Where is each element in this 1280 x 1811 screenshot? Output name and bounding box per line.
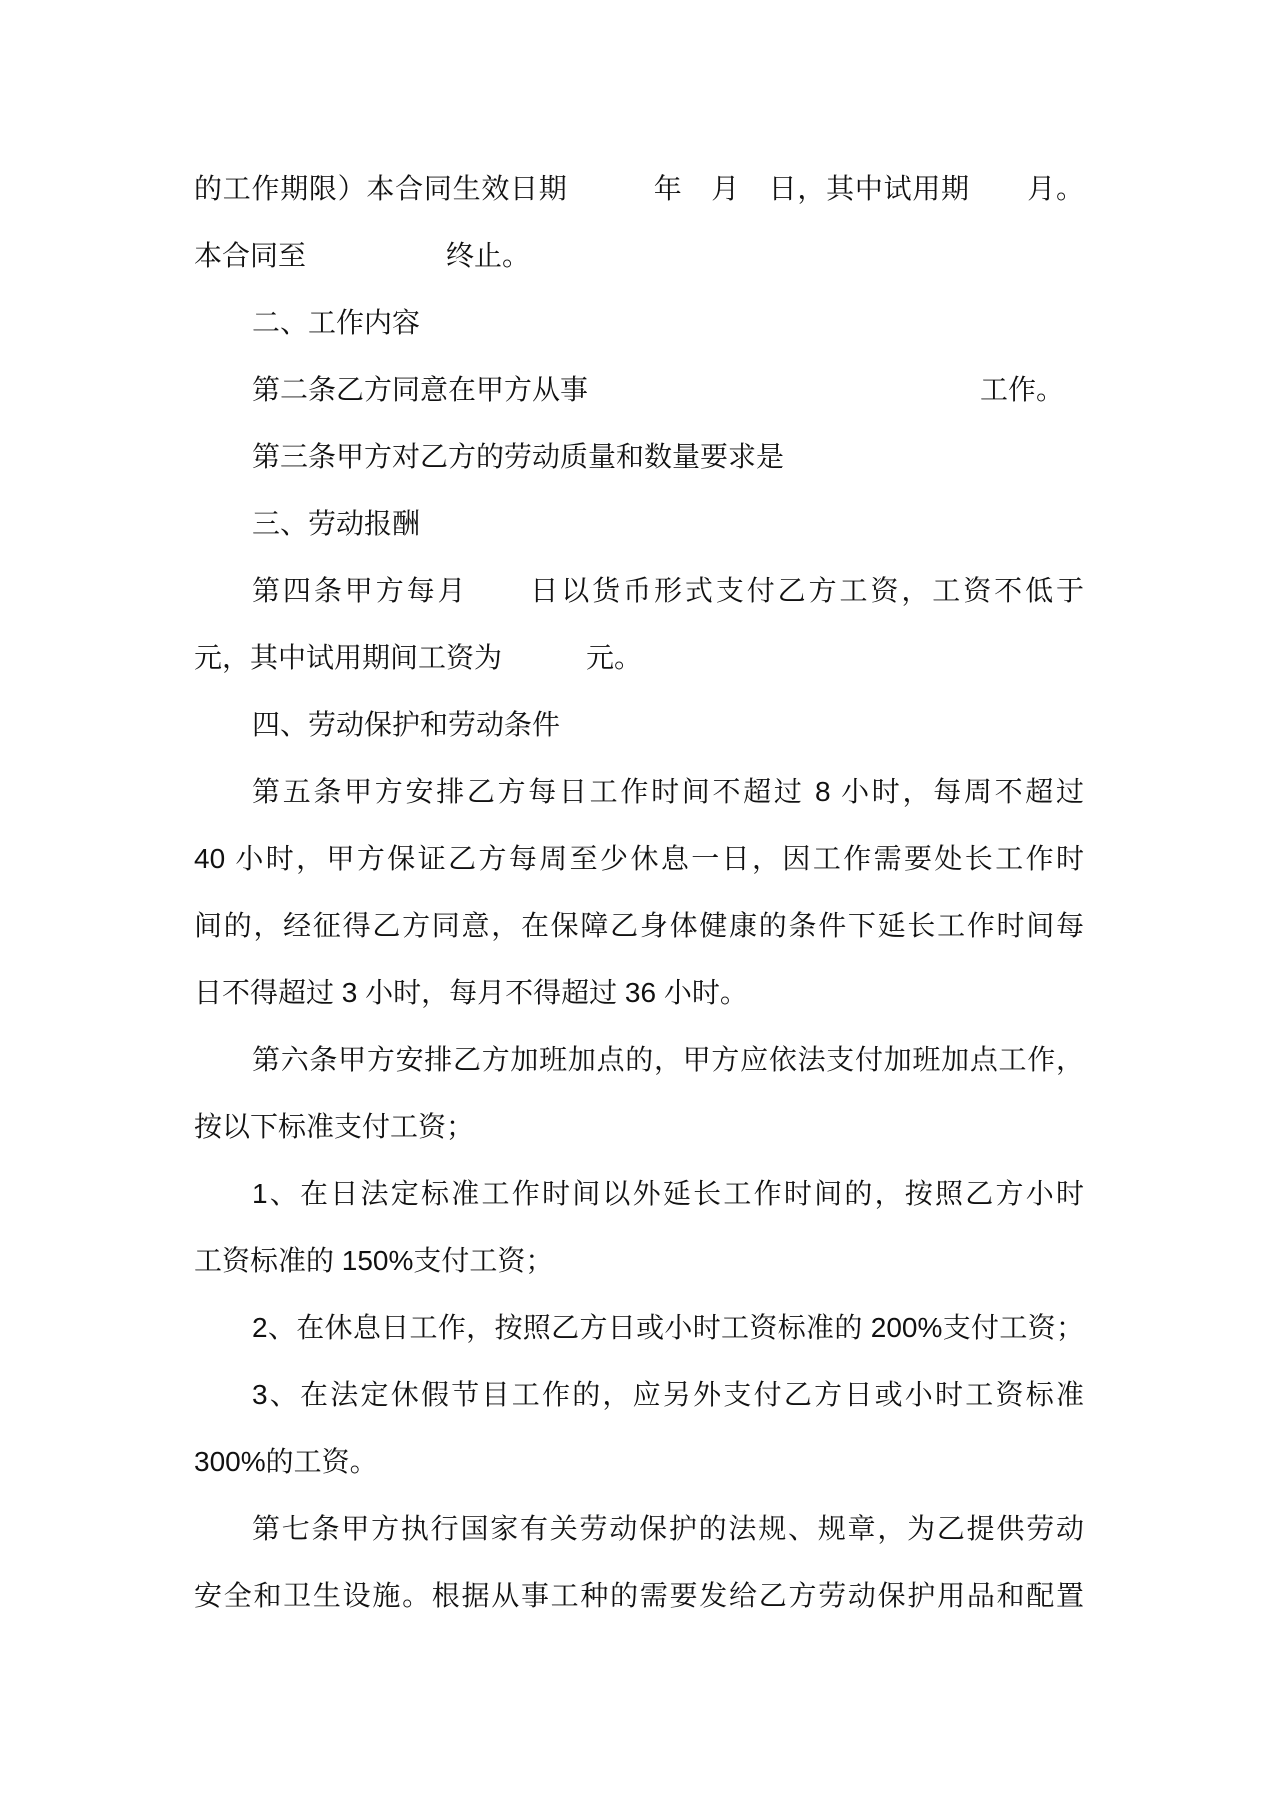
text-line: 300%的工资。 [194,1446,378,1477]
text-line: 第二条乙方同意在甲方从事 工作。 [252,374,1065,405]
section-heading-remuneration [194,490,1084,557]
text-line: 日不得超过 3 小时，每月不得超过 36 小时。 [194,977,748,1008]
text-line: 第三条甲方对乙方的劳动质量和数量要求是 [252,441,785,472]
overtime-item-3 [194,1361,1084,1495]
section-heading: 四、劳动保护和劳动条件 [252,709,561,740]
overtime-item-1 [194,1160,1084,1294]
text-line: 第四条甲方每月 日以货币形式支付乙方工资，工资不低于 [252,575,1084,606]
article-3-paragraph [194,423,1084,490]
text-line: 40 小时，甲方保证乙方每周至少休息一日，因工作需要处长工作时 [194,843,1084,874]
section-heading-labor-protection [194,691,1084,758]
article-6-paragraph [194,1026,1084,1160]
text-line: 工资标准的 150%支付工资； [194,1245,554,1276]
article-4-paragraph [194,557,1084,691]
contract-term-paragraph [194,155,1084,289]
text-line: 第七条甲方执行国家有关劳动保护的法规、规章，为乙提供劳动 [252,1513,1084,1544]
section-heading-work-content [194,289,1084,356]
overtime-item-2 [194,1294,1084,1361]
text-line: 3、在法定休假节目工作的，应另外支付乙方日或小时工资标准 [252,1379,1084,1410]
text-line: 的工作期限）本合同生效日期 年 月 日，其中试用期 月。 [194,173,1084,204]
text-line: 2、在休息日工作，按照乙方日或小时工资标准的 200%支付工资； [252,1312,1084,1343]
section-heading: 二、工作内容 [252,307,421,338]
text-line: 1、在日法定标准工作时间以外延长工作时间的，按照乙方小时 [252,1178,1084,1209]
article-2-paragraph [194,356,1084,423]
text-line: 本合同至 终止。 [194,240,531,271]
text-line: 安全和卫生设施。根据从事工种的需要发给乙方劳动保护用品和配置 [194,1580,1084,1611]
text-line: 按以下标准支付工资； [194,1111,475,1142]
document-body [194,155,1084,1629]
text-line: 第五条甲方安排乙方每日工作时间不超过 8 小时，每周不超过 [252,776,1084,807]
text-line: 间的，经征得乙方同意，在保障乙身体健康的条件下延长工作时间每 [194,910,1084,941]
text-line: 第六条甲方安排乙方加班加点的，甲方应依法支付加班加点工作， [252,1044,1084,1075]
section-heading: 三、劳动报酬 [252,508,421,539]
text-line: 元，其中试用期间工资为 元。 [194,642,643,673]
article-5-paragraph [194,758,1084,1026]
article-7-paragraph [194,1495,1084,1629]
